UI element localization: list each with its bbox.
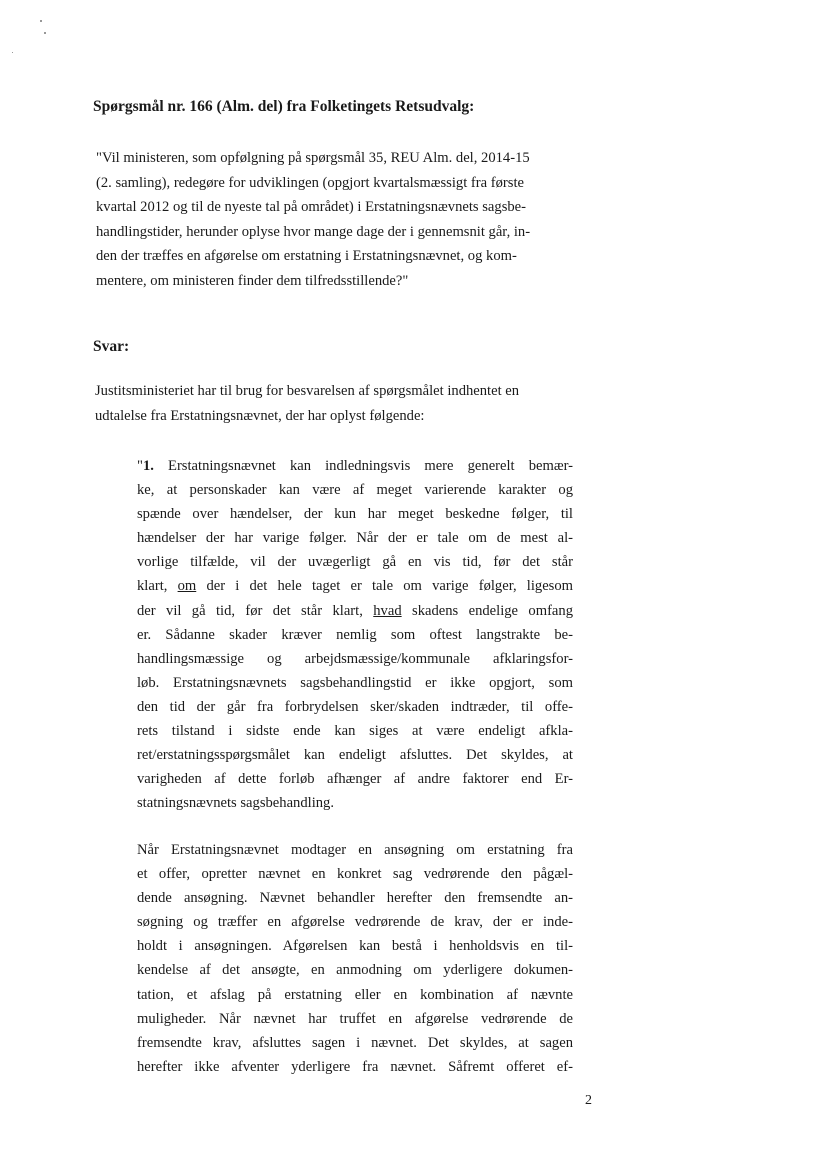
quote-line: løb. Erstatningsnævnets sagsbehandlingstid er ikke opgjort, som	[137, 674, 573, 691]
quote-line: statningsnævnets sagsbehandling.	[137, 795, 335, 812]
quote-line: kendelse af det ansøgte, en anmodning om yderligere dokumen-	[137, 962, 573, 979]
underlined-word-hvad: hvad	[373, 602, 402, 619]
question-line: den der træffes en afgørelse om erstatning i Erstatningsnævnet, og kom-	[96, 248, 517, 264]
quote-line: ke, at personskader kan være af meget varierende karakter og	[137, 482, 573, 499]
question-line: handlingstider, herunder oplyse hvor mange dage der i gennemsnit går, in-	[96, 223, 531, 240]
quote-text: skadens endelige omfang	[412, 602, 573, 619]
quote-line: vorlige tilfælde, vil der uvægerligt gå en vis tid, før det står	[137, 554, 573, 571]
underlined-word-om: om	[177, 578, 197, 595]
scan-speck	[40, 20, 42, 22]
quote-text: klart,	[137, 578, 168, 595]
quote-line: rets tilstand i sidste ende kan siges at være endeligt afkla-	[137, 723, 573, 740]
quote-line	[137, 574, 573, 598]
quote-line: er. Sådanne skader kræver nemlig som oftest langstrakte be-	[137, 626, 573, 643]
quote-line: handlingsmæssige og arbejdsmæssige/kommunale afklaringsfor-	[137, 650, 573, 667]
scan-speck	[44, 32, 46, 34]
section-number: 1.	[142, 458, 154, 474]
intro-line: Justitsministeriet har til brug for besvarelsen af spørgsmålet indhentet en	[95, 383, 520, 399]
quote-line: herefter ikke afventer yderligere fra nævnet. Såfremt offeret ef-	[137, 1058, 573, 1075]
quote-line: Når Erstatningsnævnet modtager en ansøgning om erstatning fra	[137, 842, 573, 858]
question-heading: Spørgsmål nr. 166 (Alm. del) fra Folketingets Retsudvalg:	[93, 98, 475, 115]
quote-line: søgning og træffer en afgørelse vedrørende de krav, der er inde-	[137, 914, 573, 931]
question-line: "Vil ministeren, som opfølgning på spørgsmål 35, REU Alm. del, 2014-15	[96, 150, 530, 166]
question-text	[96, 146, 616, 293]
intro-line: udtalelse fra Erstatningsnævnet, der har oplyst følgende:	[95, 407, 425, 424]
quoted-statement-paragraph-1	[137, 454, 573, 815]
page-number: 2	[585, 1093, 592, 1108]
question-line: kvartal 2012 og til de nyeste tal på området) i Erstatningsnævnets sagsbe-	[96, 199, 527, 215]
quote-line: muligheder. Når nævnet har truffet en afgørelse vedrørende de	[137, 1010, 573, 1027]
quote-line: varigheden af dette forløb afhænger af andre faktorer end Er-	[137, 771, 573, 788]
scan-speck	[12, 52, 13, 53]
quote-line: tation, et afslag på erstatning eller en kombination af nævnte	[137, 986, 573, 1003]
quote-text: der i det hele taget er tale om varige følger, ligesom	[206, 578, 574, 595]
quote-line: fremsendte krav, afsluttes sagen i nævnet. Det skyldes, at sagen	[137, 1034, 573, 1051]
quote-line: dende ansøgning. Nævnet behandler herefter den fremsendte an-	[137, 890, 573, 907]
quote-open-mark: "	[137, 458, 143, 474]
quote-line: et offer, opretter nævnet en konkret sag vedrørende den pågæl-	[137, 866, 573, 883]
quote-line	[137, 454, 573, 478]
quote-line	[137, 599, 573, 623]
question-line: mentere, om ministeren finder dem tilfredsstillende?"	[96, 272, 409, 289]
quoted-statement-paragraph-2	[137, 838, 573, 1079]
answer-intro	[95, 379, 615, 428]
quote-line: ret/erstatningsspørgsmålet kan endeligt afsluttes. Det skyldes, at	[137, 747, 573, 764]
quote-text: Erstatningsnævnet kan indledningsvis mere generelt bemær-	[168, 458, 573, 474]
quote-line: spænde over hændelser, der kun har meget beskedne følger, til	[137, 506, 573, 523]
question-line: (2. samling), redegøre for udviklingen (opgjort kvartalsmæssigt fra første	[96, 174, 524, 191]
quote-line: hændelser der har varige følger. Når der er tale om de mest al-	[137, 530, 573, 547]
quote-line: den tid der går fra forbrydelsen sker/skaden indtræder, til offe-	[137, 698, 573, 715]
quote-line: holdt i ansøgningen. Afgørelsen kan bestå i henholdsvis en til-	[137, 938, 573, 955]
answer-heading: Svar:	[93, 338, 130, 355]
quote-text: der vil gå tid, før det står klart,	[137, 602, 363, 619]
